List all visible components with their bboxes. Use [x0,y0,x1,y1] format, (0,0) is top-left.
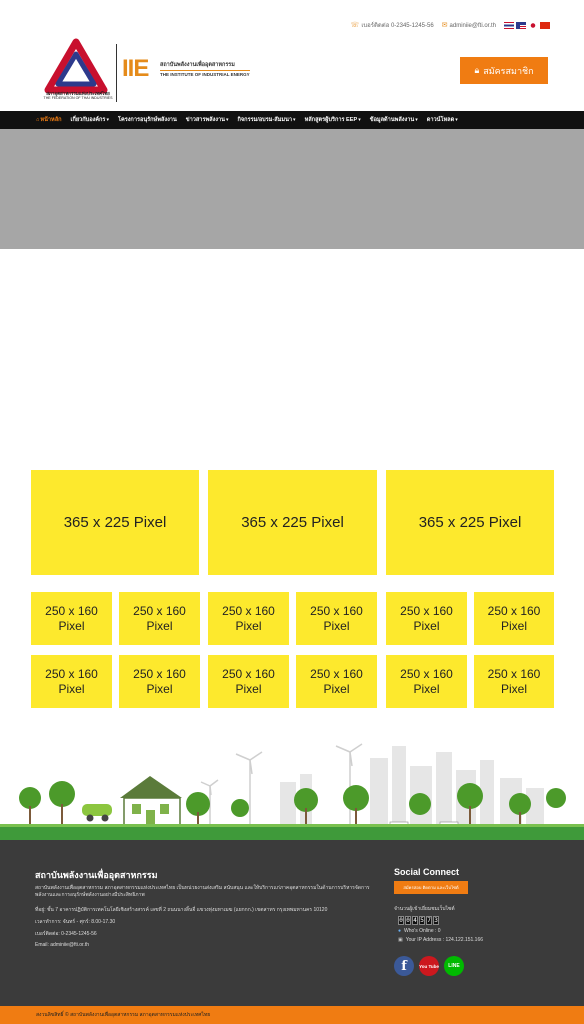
counter-digit: 0 [406,917,410,924]
thai-flag-icon[interactable] [504,22,514,29]
ad-banner-small[interactable]: 250 x 160 Pixel [296,592,377,645]
phone-contact[interactable]: ☏ เบอร์ติดต่อ 0-2345-1245-56 [350,22,434,29]
line-icon[interactable]: LINE [444,956,464,976]
ad-banner-small[interactable]: 250 x 160 Pixel [474,592,554,645]
register-button[interactable]: 🔒︎ สมัครสมาชิก [460,57,548,84]
ad-banner-small[interactable]: 250 x 160 Pixel [208,592,289,645]
chevron-down-icon: ▾ [226,117,229,123]
ad-banner-small[interactable]: 250 x 160 Pixel [119,592,200,645]
ad-banner-large[interactable]: 365 x 225 Pixel [31,470,199,575]
top-contact-bar [351,20,550,30]
lock-icon: 🔒︎ [474,65,480,75]
youtube-icon[interactable]: You Tube [419,956,439,976]
ad-banner-small[interactable]: 250 x 160 Pixel [386,592,467,645]
social-subscribe-button[interactable]: สมัครสอบ ติดตาม และเว็บไซต์ [394,881,468,894]
copyright-bar: สงวนลิขสิทธิ์ © สถาบันพลังงานเพื่ออุตสาหกรรม สภาอุตสาหกรรมแห่งประเทศไทย [0,1006,584,1024]
footer-title: สถาบันพลังงานเพื่ออุตสาหกรรม [35,870,158,880]
chevron-down-icon: ▾ [358,117,361,123]
english-flag-icon[interactable] [516,22,526,29]
globe-icon: ● [398,928,402,934]
visitor-count-label: จำนวนผู้เข้าเยี่ยมชมเว็บไซต์ [394,906,455,912]
ad-banner-small[interactable]: 250 x 160 Pixel [31,655,112,708]
hero-banner[interactable] [0,129,584,249]
site-footer [0,840,584,1006]
iie-logo-mark[interactable]: IIE [122,55,149,82]
footer-description: สถาบันพลังงานเพื่ออุตสาหกรรม สภาอุตสาหกรรมแห่งประเทศไทย เป็นหน่วยงานส่งเสริม สนับสนุน และให้บริการแก่ภาคอุตสาหกรรมในด้านการบริหารจัดการพลังงานและการอนุรักษ์พลังงานอย่างมีประสิทธิภาพ [35,885,370,898]
whos-online: ● Who's Online : 0 [398,928,441,934]
home-icon: ⌂ [36,117,40,123]
footer-address: ที่อยู่: ชั้น 7 อาคารปฏิบัติการเทคโนโลยีเชิงสร้างสรรค์ เลขที่ 2 ถนนนางลิ้นจี่ แขวงทุ่งมหาเมฆ (แยกกก.) เขตสาทร กรุงเทพมหานคร 10120 [35,907,328,913]
header-divider [116,44,117,102]
phone-icon: ☏ [350,22,360,29]
ad-banner-small[interactable]: 250 x 160 Pixel [296,655,377,708]
nav-item-energy-data[interactable]: ข้อมูลด้านพลังงาน ▾ [369,117,418,123]
counter-digit: 7 [427,917,431,924]
fti-name-en: THE FEDERATION OF THAI INDUSTRIES [43,96,113,100]
nav-item-download[interactable]: ดาวน์โหลด ▾ [426,117,458,123]
ip-address: ▣ Your IP Address : 124.122.151.166 [398,937,484,943]
japanese-flag-icon[interactable] [528,22,538,29]
chevron-down-icon: ▾ [455,117,458,123]
chevron-down-icon: ▾ [293,117,296,123]
iie-name-en: THE INSTITUTE OF INDUSTRIAL ENERGY [160,72,250,77]
footer-hours: เวลาทำการ: จันทร์ - ศุกร์: 8.00-17.30 [35,919,116,925]
ad-banner-small[interactable]: 250 x 160 Pixel [119,655,200,708]
nav-item-home[interactable]: ⌂ หน้าหลัก [36,117,62,123]
ad-banner-small[interactable]: 250 x 160 Pixel [386,655,467,708]
email-contact[interactable]: ✉ adminiie@fti.or.th [441,22,496,29]
monitor-icon: ▣ [398,937,403,943]
ad-banner-small[interactable]: 250 x 160 Pixel [31,592,112,645]
counter-digit: 0 [399,917,403,924]
counter-digit: 5 [420,917,424,924]
visitor-counter [398,916,439,925]
nav-item-news[interactable]: ข่าวสารพลังงาน ▾ [185,117,229,123]
ad-banner-small[interactable]: 250 x 160 Pixel [208,655,289,708]
counter-digit: 3 [434,917,438,924]
ad-banner-large[interactable]: 365 x 225 Pixel [386,470,554,575]
main-nav [0,111,584,129]
footer-phone[interactable]: เบอร์ติดต่อ: 0-2345-1245-56 [35,931,97,937]
counter-digit: 4 [413,917,417,924]
nav-item-eep-course[interactable]: หลักสูตรผู้บริการ EEP ▾ [304,117,361,123]
mail-icon: ✉ [441,22,448,29]
language-flags [504,22,550,29]
ad-banner-small[interactable]: 250 x 160 Pixel [474,655,554,708]
social-connect-title: Social Connect [394,867,460,877]
chevron-down-icon: ▾ [415,117,418,123]
facebook-icon[interactable]: f [394,956,414,976]
iie-name-th: สถาบันพลังงานเพื่ออุตสาหกรรม [160,62,235,68]
ad-banner-large[interactable]: 365 x 225 Pixel [208,470,377,575]
chevron-down-icon: ▾ [106,117,109,123]
chinese-flag-icon[interactable] [540,22,550,29]
nav-item-about[interactable]: เกี่ยวกับองค์กร ▾ [70,117,109,123]
fti-name-th: สภาอุตสาหกรรมแห่งประเทศไทย [46,91,110,96]
nav-item-projects[interactable]: โครงการอนุรักษ์พลังงาน [117,117,177,123]
green-city-illustration [0,738,584,840]
footer-email[interactable]: Email: adminiie@fti.or.th [35,942,89,948]
nav-item-activities[interactable]: กิจกรรม/อบรม-สัมมนา ▾ [237,117,296,123]
